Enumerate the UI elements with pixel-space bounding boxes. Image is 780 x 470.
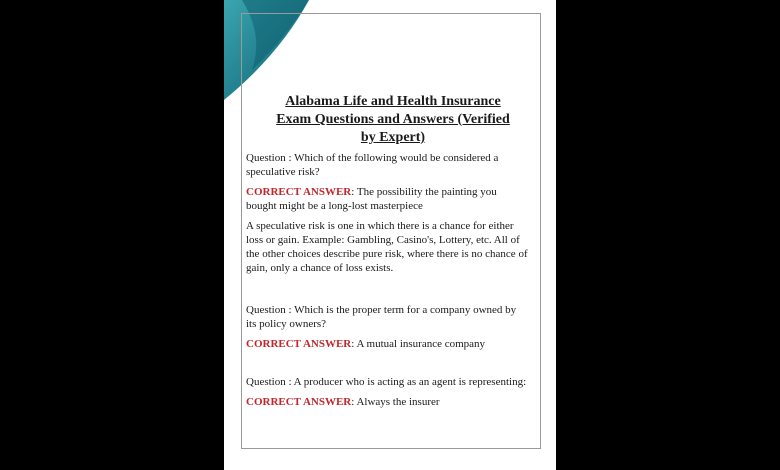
question-2: Question : Which is the proper term for a company owned by its policy owners? [246, 304, 517, 330]
answer-label: CORRECT ANSWER [246, 338, 352, 350]
explanation-1: A speculative risk is one in which there is a chance for either loss or gain. Example: Gambling, Casino's, Lottery, etc. All of the other choices describe pure risk, where there is no chance of gain, only a chance of loss exists. [246, 220, 528, 274]
document-title [258, 93, 528, 147]
document-content [246, 93, 528, 415]
answer-2 [246, 337, 528, 351]
question-1: Question : Which of the following would be considered a speculative risk? [246, 152, 499, 178]
answer-label: CORRECT ANSWER [246, 186, 352, 198]
answer-3 [246, 395, 528, 409]
document-page [224, 0, 556, 470]
answer-1 [246, 185, 528, 213]
answer-text: : The possibility the painting you bought might be a long-lost masterpiece [246, 186, 497, 212]
answer-label: CORRECT ANSWER [246, 396, 352, 408]
answer-text: : Always the insurer [351, 396, 440, 408]
title-line-1: Alabama Life and Health Insurance [285, 94, 501, 109]
question-3: Question : A producer who is acting as an agent is representing: [246, 376, 527, 388]
title-line-3: by Expert) [360, 130, 426, 145]
title-line-2: Exam Questions and Answers (Verified [276, 112, 510, 127]
answer-text: : A mutual insurance company [351, 338, 486, 350]
